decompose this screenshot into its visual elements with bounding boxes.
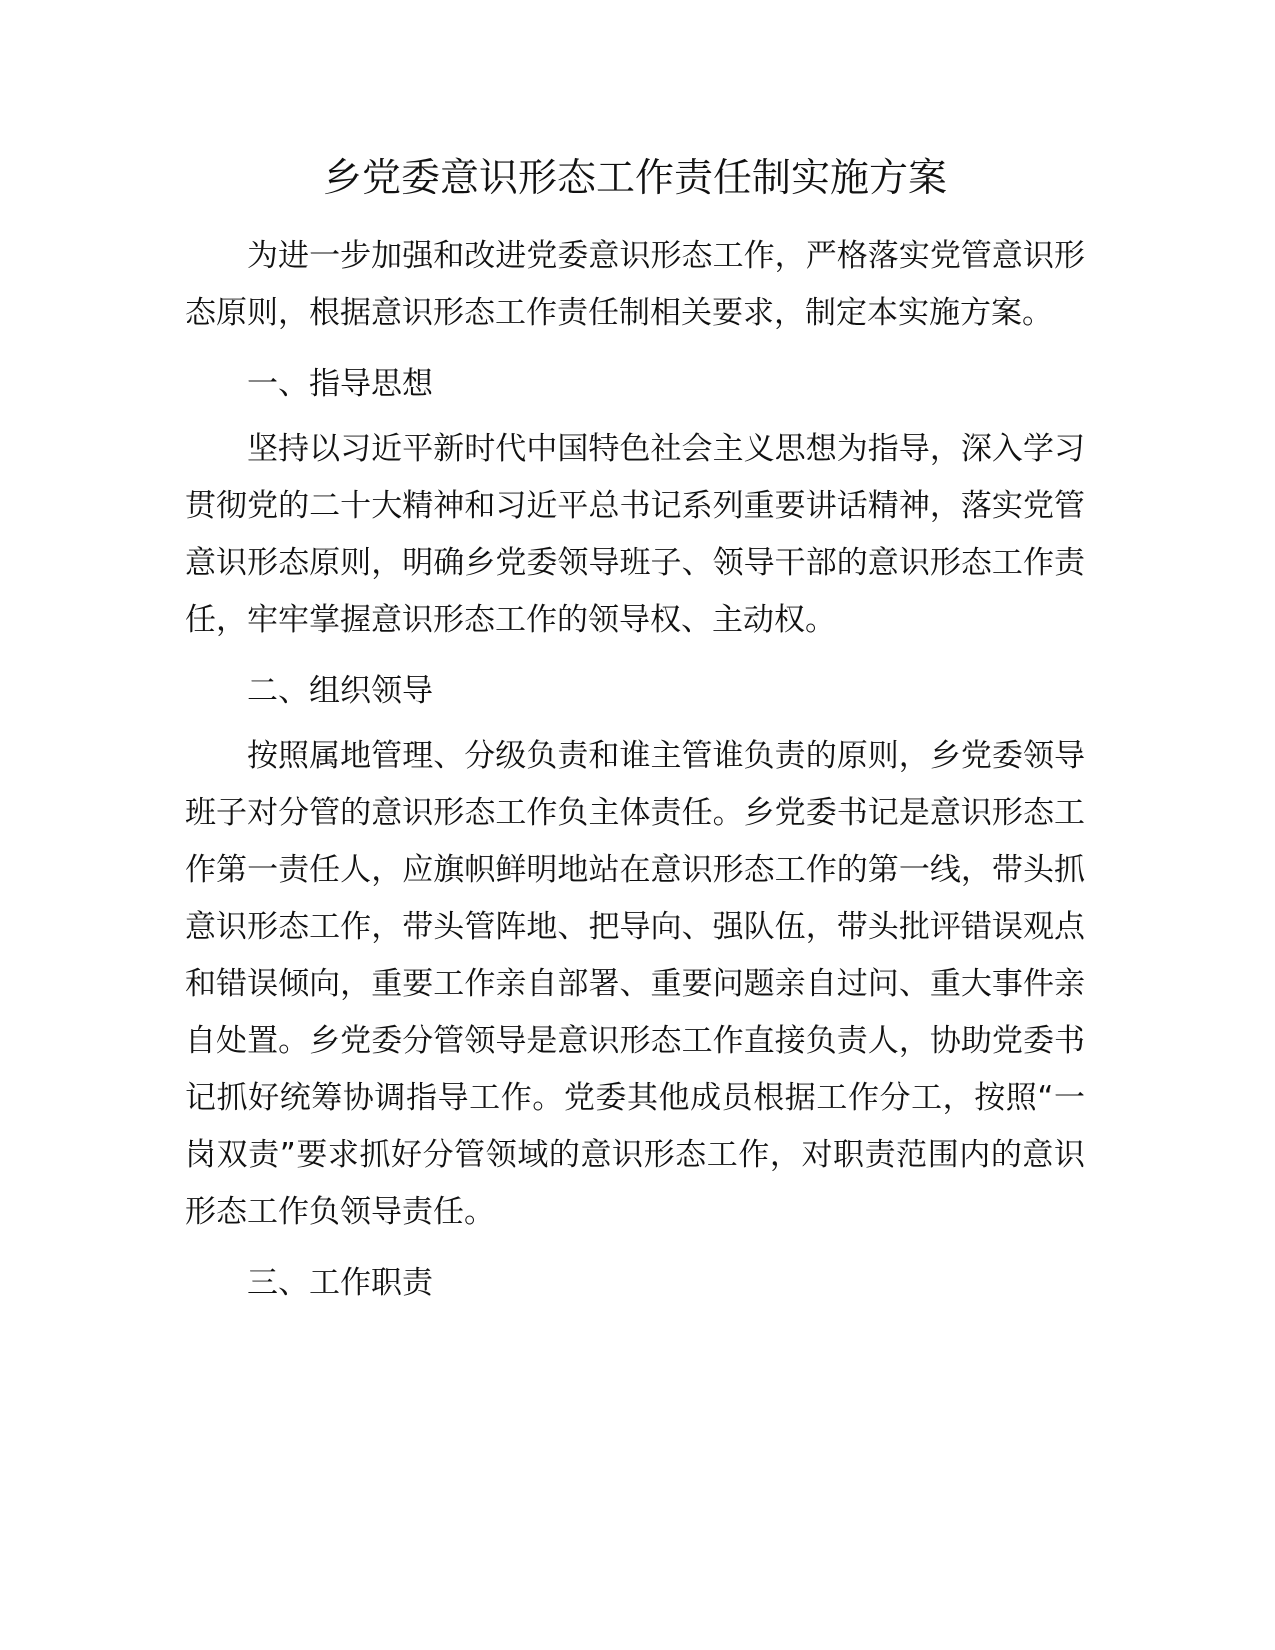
spacer — [185, 720, 1085, 728]
intro-paragraph: 为进一步加强和改进党委意识形态工作，严格落实党管意识形态原则，根据意识形态工作责任制相关要求，制定本实施方案。 — [185, 238, 1085, 331]
section-heading-work-duties: 三、工作职责 — [247, 1265, 433, 1301]
section-heading-guiding-ideology: 一、指导思想 — [247, 366, 433, 402]
spacer — [185, 413, 1085, 421]
section-body-guiding-ideology: 坚持以习近平新时代中国特色社会主义思想为指导，深入学习贯彻党的二十大精神和习近平总书记系列重要讲话精神，落实党管意识形态原则，明确乡党委领导班子、领导干部的意识形态工作责任，牢牢掌握意识形态工作的领导权、主动权。 — [185, 431, 1085, 638]
section-body-organization-leadership: 按照属地管理、分级负责和谁主管谁负责的原则，乡党委领导班子对分管的意识形态工作负主体责任。乡党委书记是意识形态工作第一责任人，应旗帜鲜明地站在意识形态工作的第一线，带头抓意识形态工作，带头管阵地、把导向、强队伍，带头批评错误观点和错误倾向，重要工作亲自部署、重要问题亲自过问、重大事件亲自处置。乡党委分管领导是意识形态工作直接负责人，协助党委书记抓好统筹协调指导工作。党委其他成员根据工作分工，按照“一岗双责”要求抓好分管领域的意识形态工作，对职责范围内的意识形态工作负领导责任。 — [185, 738, 1085, 1230]
spacer — [185, 649, 1085, 663]
document-title: 乡党委意识形态工作责任制实施方案 — [322, 156, 947, 201]
document-body — [185, 148, 1085, 1312]
spacer — [185, 342, 1085, 356]
spacer — [185, 1241, 1085, 1255]
section-heading-organization-leadership: 二、组织领导 — [247, 673, 433, 709]
